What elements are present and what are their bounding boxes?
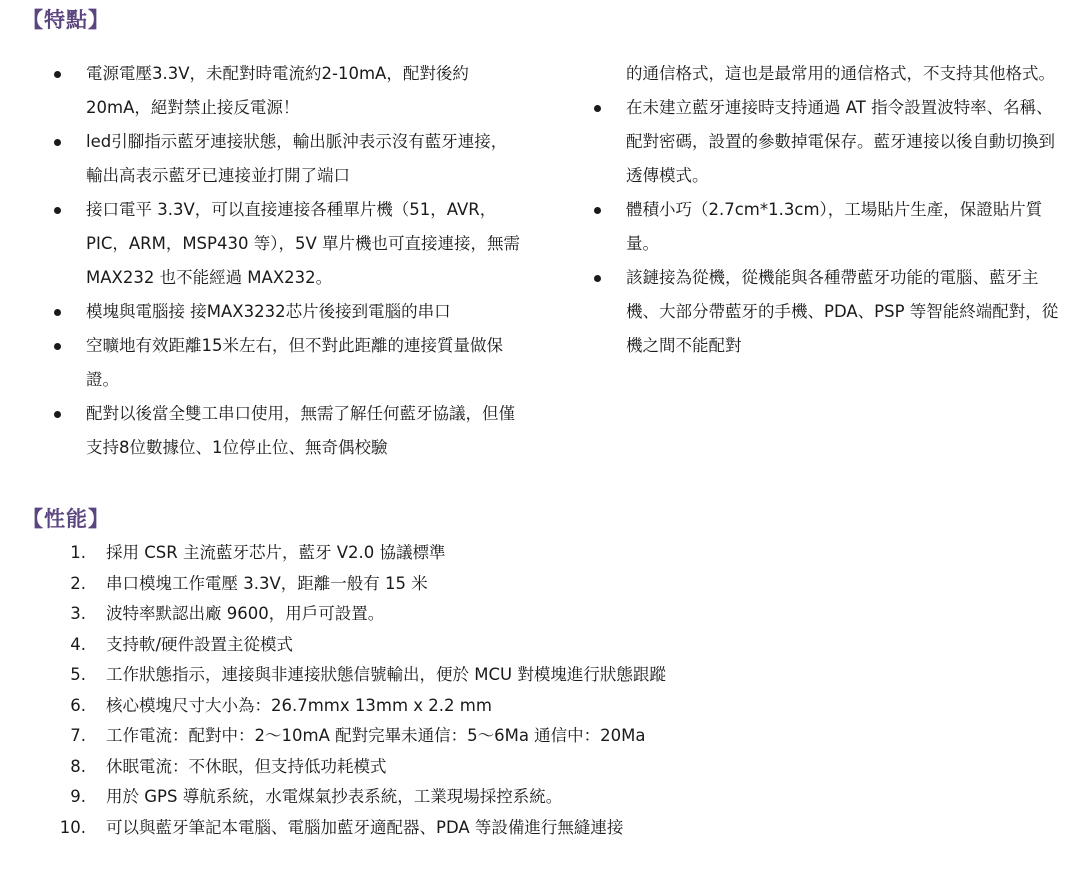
feature-item [50,125,520,193]
feature-item [50,295,520,329]
features-list-right [590,57,1060,363]
performance-item [50,660,1050,691]
features-heading: 【特點】 [22,8,110,32]
item-number: 8. [70,756,86,776]
item-text: 核心模塊尺寸大小為：26.7mmx 13mm x 2.2 mm [106,695,492,715]
item-text: 採用 CSR 主流藍牙芯片，藍牙 V2.0 協議標準 [106,543,446,562]
feature-item [590,193,1060,261]
performance-item [50,599,1050,630]
feature-text: 空曠地有效距離15米左右，但不對此距離的連接質量做保證。 [86,336,503,389]
bullet-icon [594,207,601,214]
feature-item-continuation [590,57,1060,91]
bullet-icon [54,411,61,418]
feature-item [590,261,1060,363]
bullet-icon [54,343,61,350]
feature-text: 該鏈接為從機，從機能與各種帶藍牙功能的電腦、藍牙主機、大部分帶藍牙的手機、PDA、PSP 等智能終端配對，從機之間不能配對 [626,268,1059,355]
feature-item [50,57,520,125]
item-number: 7. [70,726,86,745]
performance-item [50,752,1050,783]
item-text: 用於 GPS 導航系統，水電煤氣抄表系統，工業現場採控系統。 [106,787,563,806]
item-number: 10. [59,817,86,837]
performance-item [50,813,1050,844]
performance-item [50,721,1050,752]
feature-item [50,397,520,465]
feature-text: 模塊與電腦接 接MAX3232芯片後接到電腦的串口 [86,302,451,321]
performance-heading: 【性能】 [22,507,110,531]
item-number: 3. [70,604,86,623]
bullet-icon [594,275,601,282]
item-text: 可以與藍牙筆記本電腦、電腦加藍牙適配器、PDA 等設備進行無縫連接 [106,817,624,837]
performance-item [50,691,1050,722]
bullet-icon [54,309,61,316]
bullet-icon [54,207,61,214]
item-number: 9. [70,787,86,806]
item-number: 5. [70,665,86,684]
performance-item [50,538,1050,569]
feature-text: 配對以後當全雙工串口使用，無需了解任何藍牙協議，但僅支持8位數據位、1位停止位、無奇偶校驗 [86,404,515,457]
feature-item [50,193,520,295]
feature-text: 的通信格式，這也是最常用的通信格式，不支持其他格式。 [626,64,1055,83]
item-text: 串口模塊工作電壓 3.3V，距離一般有 15 米 [106,573,428,593]
feature-text: 在未建立藍牙連接時支持通過 AT 指令設置波特率、名稱、配對密碼，設置的參數掉電保存。藍牙連接以後自動切換到透傳模式。 [626,98,1055,185]
item-number: 1. [70,543,86,562]
performance-item [50,630,1050,661]
item-text: 工作狀態指示，連接與非連接狀態信號輸出，便於 MCU 對模塊進行狀態跟蹤 [106,665,666,684]
performance-item [50,569,1050,600]
feature-item [590,91,1060,193]
bullet-icon [54,71,61,78]
item-text: 波特率默認出廠 9600，用戶可設置。 [106,604,385,623]
feature-text: led引腳指示藍牙連接狀態，輸出脈沖表示沒有藍牙連接，輸出高表示藍牙已連接並打開了端口 [86,132,508,185]
feature-item [50,329,520,397]
bullet-icon [54,139,61,146]
item-text: 休眠電流：不休眠，但支持低功耗模式 [106,756,387,776]
performance-item [50,782,1050,813]
item-number: 4. [70,634,86,654]
bullet-icon [594,105,601,112]
performance-list [50,538,1050,843]
item-text: 支持軟/硬件設置主從模式 [106,634,294,654]
feature-text: 電源電壓3.3V，未配對時電流約2-10mA，配對後約20mA，絕對禁止接反電源！ [86,64,469,117]
item-number: 6. [70,695,86,715]
feature-text: 接口電平 3.3V，可以直接連接各種單片機（51，AVR，PIC，ARM，MSP430 等），5V 單片機也可直接連接，無需 MAX232 也不能經過 MAX232。 [86,200,521,287]
features-list-left [50,57,520,465]
feature-text: 體積小巧（2.7cm*1.3cm），工場貼片生產，保證貼片質量。 [626,200,1043,253]
item-number: 2. [70,573,86,593]
item-text: 工作電流：配對中：2～10mA 配對完畢未通信：5～6Ma 通信中：20Ma [106,726,646,745]
